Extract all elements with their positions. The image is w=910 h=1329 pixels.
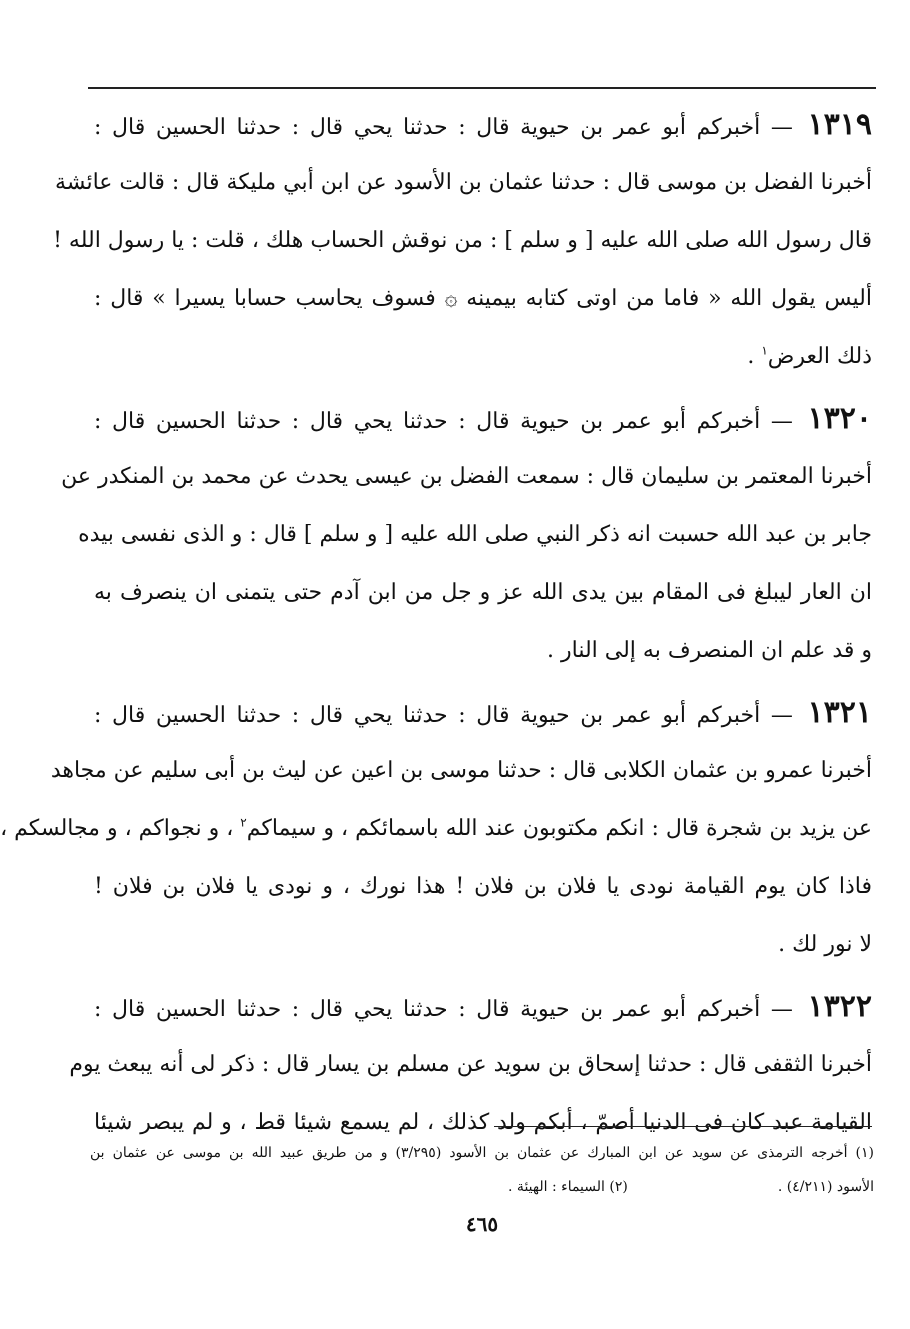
footnote-rule — [494, 1126, 872, 1127]
text-line: أخبرنا عمرو بن عثمان الكلابى قال : حدثنا موسى بن اعين عن ليث بن أبى سليم عن مجاهد — [50, 758, 872, 783]
text-line: ١٣١٩ — أخبركم أبو عمر بن حيوية قال : حدثنا يحي قال : حدثنا الحسين قال : — [94, 107, 872, 142]
text-line: و قد علم ان المنصرف به إلى النار . — [547, 638, 872, 663]
footnote-2: (٢) السيماء : الهيئة . — [508, 1179, 628, 1195]
text-line: أخبرنا المعتمر بن سليمان قال : سمعت الفضل بن عيسى يحدث عن محمد بن المنكدر عن — [61, 464, 872, 489]
text-line: ذلك العرض$^١$ . — [747, 343, 872, 369]
hadith-number: ١٣١٩ — [807, 107, 872, 142]
footnote-marker: ٢ — [240, 815, 247, 830]
footnote-1-continued: الأسود (٤/٢١١) . — [777, 1179, 874, 1195]
text-line: ١٣٢١ — أخبركم أبو عمر بن حيوية قال : حدثنا يحي قال : حدثنا الحسين قال : — [94, 695, 872, 730]
hadith-1320 — [61, 390, 872, 680]
text-line: ١٣٢٠ — أخبركم أبو عمر بن حيوية قال : حدثنا يحي قال : حدثنا الحسين قال : — [94, 401, 872, 436]
footnotes — [90, 1136, 874, 1204]
text-line: أخبرنا الثقفى قال : حدثنا إسحاق بن سويد عن مسلم بن يسار قال : ذكر لى أنه يبعث يوم — [69, 1052, 872, 1077]
footnote-line-2 — [90, 1170, 874, 1204]
text-line: جابر بن عبد الله حسبت انه ذكر النبي صلى الله عليه [ و سلم ] قال : و الذى نفسى بيده — [78, 522, 872, 547]
hadith-1321 — [0, 684, 872, 974]
hadith-number: ١٣٢٠ — [807, 401, 872, 436]
text-line: القيامة عبد كان فى الدنيا أصمّ ، أبكم ولد كذلك ، لم يسمع شيئا قط ، و لم يبصر شيئا — [94, 1110, 872, 1135]
footnote-marker: ١ — [761, 343, 768, 358]
page-number: ٤٦٥ — [465, 1212, 499, 1236]
hadith-number: ١٣٢١ — [807, 695, 872, 730]
text-line: ١٣٢٢ — أخبركم أبو عمر بن حيوية قال : حدثنا يحي قال : حدثنا الحسين قال : — [94, 989, 872, 1024]
footnote-1: (١) أخرجه الترمذى عن سويد عن ابن المبارك عن عثمان بن الأسود (٣/٢٩٥) و من طريق عبيد الله بن موسى عن عثمان بن — [90, 1145, 874, 1161]
text-line: لا نور لك . — [778, 932, 872, 957]
hadith-1319 — [53, 96, 872, 386]
text-line: ان العار ليبلغ فى المقام بين يدى الله عز و جل من ابن آدم حتى يتمنى ان ينصرف به — [94, 580, 872, 605]
main-text — [0, 96, 872, 1156]
text-line: قال رسول الله صلى الله عليه [ و سلم ] : من نوقش الحساب هلك ، قلت : يا رسول الله ! — [53, 228, 872, 253]
header-rule — [88, 87, 876, 89]
text-line: فاذا كان يوم القيامة نودى يا فلان بن فلان ! هذا نورك ، و نودى يا فلان بن فلان ! — [94, 874, 872, 899]
hadith-number: ١٣٢٢ — [807, 989, 872, 1024]
text-line: عن يزيد بن شجرة قال : انكم مكتوبون عند الله باسمائكم ، و سيماكم$^٢$ ، و نجواكم ، و مجالسكم ، — [0, 815, 872, 841]
text-line: أخبرنا الفضل بن موسى قال : حدثنا عثمان بن الأسود عن ابن أبي مليكة قال : قالت عائشة — [55, 170, 872, 195]
text-line: أليس يقول الله « فاما من اوتى كتابه بيمينه ۞ فسوف يحاسب حسابا يسيرا » قال : — [94, 286, 872, 311]
